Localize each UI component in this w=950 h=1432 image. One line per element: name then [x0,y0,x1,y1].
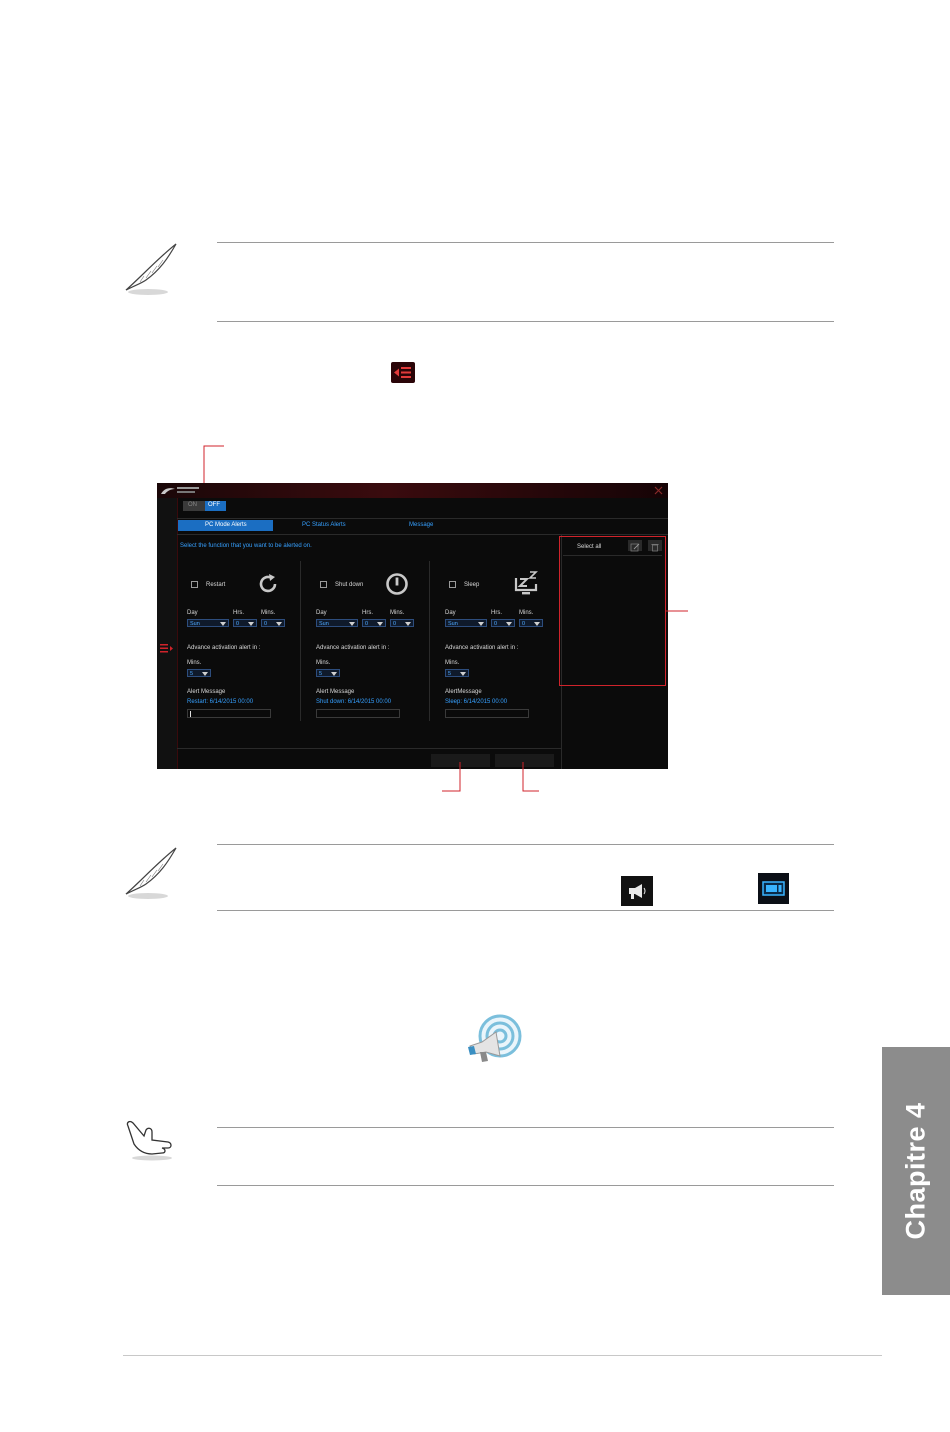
mins-label: Mins. [390,610,405,616]
day-select[interactable] [187,619,229,627]
select-value: 5 [319,671,323,677]
alert-message-label: Alert Message [187,689,226,695]
alert-toggle[interactable] [183,501,226,511]
callout-line-reset [517,760,541,794]
day-label: Day [445,610,456,616]
note-feather-icon-2 [120,842,182,902]
note-rule-bottom-1 [217,321,834,322]
megaphone-icon [621,876,653,906]
callout-line-apply [440,760,464,794]
chevron-down-icon [220,622,226,626]
select-value: 0 [365,621,369,627]
select-value: 0 [494,621,498,627]
rog-logo-icon [160,485,176,496]
edit-icon[interactable] [628,540,642,551]
chevron-down-icon [506,622,512,626]
select-value: Sun [448,621,458,627]
select-value: 5 [190,671,194,677]
day-label: Day [187,610,198,616]
panel-divider [563,555,662,556]
select-all-label[interactable]: Select all [577,544,602,550]
select-value: Sun [319,621,329,627]
trash-icon[interactable] [648,540,662,551]
select-value: Sun [190,621,200,627]
mins-select[interactable] [519,619,543,627]
column-title: Sleep [464,582,480,588]
mins-select[interactable] [261,619,285,627]
hrs-select[interactable] [233,619,257,627]
callout-line-message-panel [664,606,690,616]
chevron-down-icon [248,622,254,626]
chevron-down-icon [202,672,208,676]
select-value: 5 [448,671,452,677]
tab-label: PC Mode Alerts [205,522,247,528]
column-sleep [445,569,555,729]
side-menu-icon[interactable] [160,644,174,653]
side-strip [157,498,178,769]
select-value: 0 [236,621,240,627]
on-toggle-icon [758,873,789,904]
toggle-on-label: ON [188,502,197,508]
note-rule-bottom-3 [217,1185,834,1186]
chevron-down-icon [405,622,411,626]
pc-alert-window [157,483,668,769]
menu-expand-icon [391,362,415,383]
restart-checkbox[interactable] [191,581,198,588]
mins-label: Mins. [519,610,534,616]
column-separator [300,561,301,721]
adv-mins-label: Mins. [187,660,202,666]
hrs-label: Hrs. [491,610,502,616]
chapter-label: Chapitre 4 [900,1102,931,1240]
column-shutdown [316,569,426,729]
instruction-text: Select the function that you want to be alerted on. [180,543,312,549]
alert-message-input[interactable] [316,709,400,718]
adv-mins-label: Mins. [316,660,331,666]
hrs-label: Hrs. [233,610,244,616]
note-feather-icon-1 [120,238,182,298]
app-logo-text [177,486,199,493]
tab-message[interactable]: Message [409,522,434,528]
alert-message-text: Shut down: 6/14/2015 00:00 [316,699,392,705]
select-value: 0 [522,621,526,627]
tab-pc-status-alerts[interactable]: PC Status Alerts [302,522,346,528]
sleep-checkbox[interactable] [449,581,456,588]
hrs-label: Hrs. [362,610,373,616]
bottom-bar [177,748,561,749]
alert-message-text: Restart: 6/14/2015 00:00 [187,699,254,705]
shutdown-checkbox[interactable] [320,581,327,588]
column-separator [429,561,430,721]
footer-rule [123,1355,882,1356]
tab-pc-mode-alerts[interactable] [178,520,273,531]
advance-label: Advance activation alert in : [445,645,519,651]
alert-message-label: Alert Message [316,689,355,695]
sleep-icon [514,570,540,596]
mins-label: Mins. [261,610,276,616]
note-rule-top-2 [217,844,834,845]
power-icon [385,572,409,596]
select-value: 0 [264,621,268,627]
tab-bar [177,518,668,535]
megaphone-large-icon [464,1012,524,1070]
note-rule-top-3 [217,1127,834,1128]
chevron-down-icon [478,622,484,626]
chevron-down-icon [534,622,540,626]
alert-message-input[interactable] [187,709,271,718]
toggle-off-segment [205,501,226,511]
note-rule-bottom-2 [217,910,834,911]
restart-icon [256,572,280,596]
chevron-down-icon [276,622,282,626]
day-label: Day [316,610,327,616]
advance-label: Advance activation alert in : [316,645,390,651]
column-restart [187,569,297,729]
note-rule-top-1 [217,242,834,243]
day-select[interactable] [316,619,358,627]
adv-mins-label: Mins. [445,660,460,666]
chapter-side-tab [882,1047,950,1295]
chevron-down-icon [460,672,466,676]
mins-select[interactable] [390,619,414,627]
chevron-down-icon [349,622,355,626]
hand-caution-icon [122,1112,180,1162]
alert-message-input[interactable] [445,709,529,718]
advance-label: Advance activation alert in : [187,645,261,651]
message-panel [559,536,666,686]
window-titlebar [157,483,668,498]
adv-mins-select[interactable] [445,669,469,677]
adv-mins-select[interactable] [316,669,340,677]
column-title: Shut down [335,582,364,588]
alert-message-text: Sleep: 6/14/2015 00:00 [445,699,508,705]
alert-message-label: AlertMessage [445,689,482,695]
hrs-select[interactable] [491,619,515,627]
select-value: 0 [393,621,397,627]
day-select[interactable] [445,619,487,627]
toggle-off-label: OFF [208,502,220,508]
text-cursor [190,711,191,717]
hrs-select[interactable] [362,619,386,627]
close-icon[interactable] [654,486,663,495]
chevron-down-icon [377,622,383,626]
adv-mins-select[interactable] [187,669,211,677]
chevron-down-icon [331,672,337,676]
column-title: Restart [206,582,226,588]
